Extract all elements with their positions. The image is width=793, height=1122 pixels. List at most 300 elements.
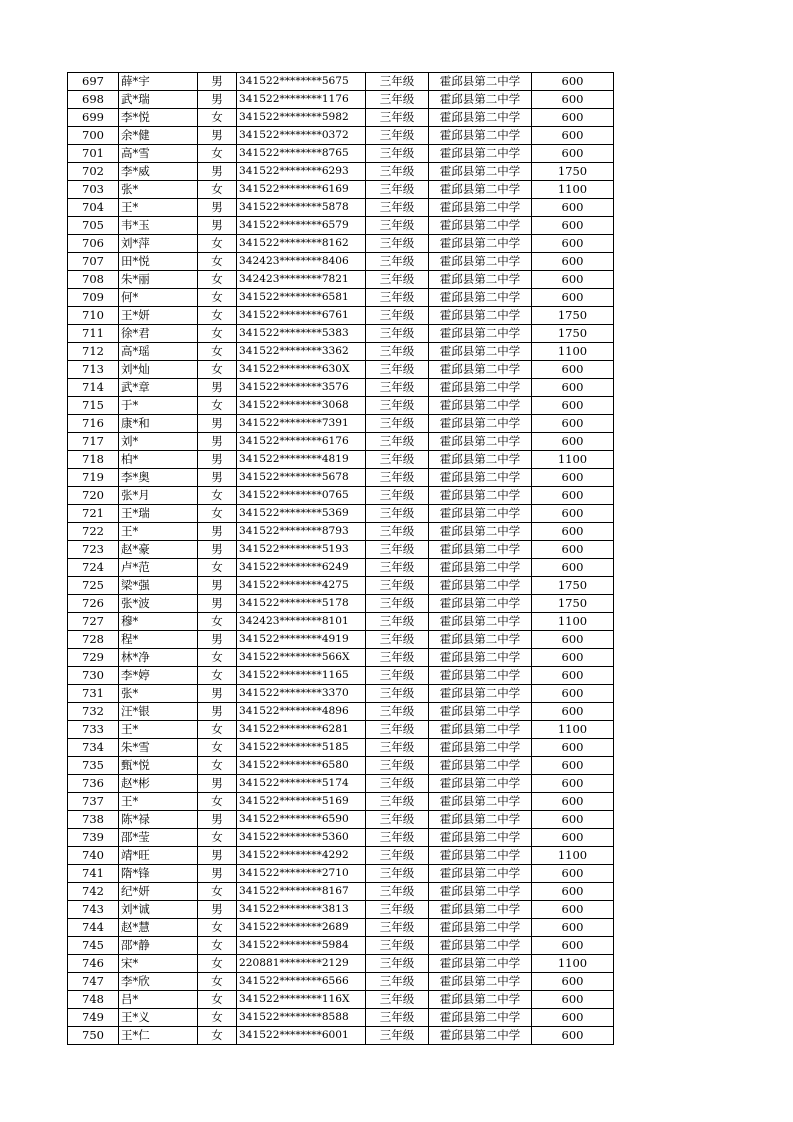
amount-cell: 600 bbox=[532, 811, 614, 829]
table-row bbox=[68, 73, 614, 91]
id-number-cell: 341522********6566 bbox=[237, 973, 366, 991]
grade-cell: 三年级 bbox=[366, 73, 429, 91]
grade-cell: 三年级 bbox=[366, 235, 429, 253]
school-cell: 霍邱县第二中学 bbox=[429, 685, 532, 703]
grade-cell: 三年级 bbox=[366, 829, 429, 847]
gender-cell: 女 bbox=[198, 883, 237, 901]
amount-cell: 1100 bbox=[532, 721, 614, 739]
gender-cell: 男 bbox=[198, 523, 237, 541]
table-row bbox=[68, 487, 614, 505]
grade-cell: 三年级 bbox=[366, 703, 429, 721]
serial-number-cell: 698 bbox=[68, 91, 119, 109]
table-row bbox=[68, 145, 614, 163]
id-number-cell: 341522********4919 bbox=[237, 631, 366, 649]
gender-cell: 女 bbox=[198, 343, 237, 361]
table-row bbox=[68, 811, 614, 829]
id-number-cell: 341522********8162 bbox=[237, 235, 366, 253]
serial-number-cell: 702 bbox=[68, 163, 119, 181]
id-number-cell: 341522********6579 bbox=[237, 217, 366, 235]
gender-cell: 女 bbox=[198, 973, 237, 991]
gender-cell: 女 bbox=[198, 559, 237, 577]
grade-cell: 三年级 bbox=[366, 433, 429, 451]
school-cell: 霍邱县第二中学 bbox=[429, 235, 532, 253]
table-row bbox=[68, 937, 614, 955]
table-row bbox=[68, 307, 614, 325]
table-row bbox=[68, 973, 614, 991]
grade-cell: 三年级 bbox=[366, 217, 429, 235]
table-row bbox=[68, 523, 614, 541]
grade-cell: 三年级 bbox=[366, 469, 429, 487]
serial-number-cell: 729 bbox=[68, 649, 119, 667]
school-cell: 霍邱县第二中学 bbox=[429, 253, 532, 271]
gender-cell: 男 bbox=[198, 163, 237, 181]
amount-cell: 1100 bbox=[532, 181, 614, 199]
serial-number-cell: 741 bbox=[68, 865, 119, 883]
table-row bbox=[68, 649, 614, 667]
amount-cell: 600 bbox=[532, 235, 614, 253]
school-cell: 霍邱县第二中学 bbox=[429, 883, 532, 901]
table-row bbox=[68, 631, 614, 649]
table-row bbox=[68, 433, 614, 451]
gender-cell: 男 bbox=[198, 469, 237, 487]
id-number-cell: 341522********3370 bbox=[237, 685, 366, 703]
school-cell: 霍邱县第二中学 bbox=[429, 775, 532, 793]
id-number-cell: 341522********5383 bbox=[237, 325, 366, 343]
amount-cell: 600 bbox=[532, 901, 614, 919]
school-cell: 霍邱县第二中学 bbox=[429, 451, 532, 469]
table-body bbox=[68, 73, 614, 1045]
school-cell: 霍邱县第二中学 bbox=[429, 217, 532, 235]
school-cell: 霍邱县第二中学 bbox=[429, 793, 532, 811]
table-row bbox=[68, 397, 614, 415]
id-number-cell: 341522********6001 bbox=[237, 1027, 366, 1045]
serial-number-cell: 726 bbox=[68, 595, 119, 613]
grade-cell: 三年级 bbox=[366, 757, 429, 775]
id-number-cell: 341522********630X bbox=[237, 361, 366, 379]
table-row bbox=[68, 595, 614, 613]
id-number-cell: 341522********2710 bbox=[237, 865, 366, 883]
school-cell: 霍邱县第二中学 bbox=[429, 919, 532, 937]
student-name-cell: 赵*豪 bbox=[119, 541, 198, 559]
school-cell: 霍邱县第二中学 bbox=[429, 577, 532, 595]
amount-cell: 600 bbox=[532, 829, 614, 847]
serial-number-cell: 701 bbox=[68, 145, 119, 163]
grade-cell: 三年级 bbox=[366, 343, 429, 361]
gender-cell: 女 bbox=[198, 739, 237, 757]
id-number-cell: 341522********6249 bbox=[237, 559, 366, 577]
serial-number-cell: 700 bbox=[68, 127, 119, 145]
serial-number-cell: 727 bbox=[68, 613, 119, 631]
serial-number-cell: 711 bbox=[68, 325, 119, 343]
school-cell: 霍邱县第二中学 bbox=[429, 343, 532, 361]
gender-cell: 女 bbox=[198, 145, 237, 163]
student-name-cell: 王*仁 bbox=[119, 1027, 198, 1045]
student-name-cell: 林*净 bbox=[119, 649, 198, 667]
grade-cell: 三年级 bbox=[366, 289, 429, 307]
student-name-cell: 刘*萍 bbox=[119, 235, 198, 253]
serial-number-cell: 720 bbox=[68, 487, 119, 505]
student-name-cell: 张* bbox=[119, 181, 198, 199]
amount-cell: 1100 bbox=[532, 847, 614, 865]
grade-cell: 三年级 bbox=[366, 523, 429, 541]
school-cell: 霍邱县第二中学 bbox=[429, 631, 532, 649]
grade-cell: 三年级 bbox=[366, 883, 429, 901]
amount-cell: 600 bbox=[532, 145, 614, 163]
grade-cell: 三年级 bbox=[366, 865, 429, 883]
gender-cell: 男 bbox=[198, 811, 237, 829]
grade-cell: 三年级 bbox=[366, 91, 429, 109]
gender-cell: 女 bbox=[198, 649, 237, 667]
id-number-cell: 341522********8588 bbox=[237, 1009, 366, 1027]
table-row bbox=[68, 613, 614, 631]
amount-cell: 600 bbox=[532, 1027, 614, 1045]
grade-cell: 三年级 bbox=[366, 253, 429, 271]
gender-cell: 女 bbox=[198, 757, 237, 775]
table-row bbox=[68, 721, 614, 739]
grade-cell: 三年级 bbox=[366, 451, 429, 469]
grade-cell: 三年级 bbox=[366, 109, 429, 127]
school-cell: 霍邱县第二中学 bbox=[429, 109, 532, 127]
serial-number-cell: 750 bbox=[68, 1027, 119, 1045]
grade-cell: 三年级 bbox=[366, 1027, 429, 1045]
table-row bbox=[68, 1027, 614, 1045]
serial-number-cell: 742 bbox=[68, 883, 119, 901]
student-name-cell: 王*瑞 bbox=[119, 505, 198, 523]
student-name-cell: 汪*银 bbox=[119, 703, 198, 721]
grade-cell: 三年级 bbox=[366, 955, 429, 973]
table-row bbox=[68, 685, 614, 703]
table-row bbox=[68, 739, 614, 757]
school-cell: 霍邱县第二中学 bbox=[429, 865, 532, 883]
serial-number-cell: 735 bbox=[68, 757, 119, 775]
id-number-cell: 341522********0765 bbox=[237, 487, 366, 505]
student-name-cell: 王*妍 bbox=[119, 307, 198, 325]
grade-cell: 三年级 bbox=[366, 1009, 429, 1027]
serial-number-cell: 715 bbox=[68, 397, 119, 415]
school-cell: 霍邱县第二中学 bbox=[429, 613, 532, 631]
school-cell: 霍邱县第二中学 bbox=[429, 1009, 532, 1027]
amount-cell: 1750 bbox=[532, 577, 614, 595]
id-number-cell: 341522********5185 bbox=[237, 739, 366, 757]
id-number-cell: 341522********5878 bbox=[237, 199, 366, 217]
amount-cell: 1750 bbox=[532, 325, 614, 343]
student-name-cell: 张*波 bbox=[119, 595, 198, 613]
id-number-cell: 341522********8167 bbox=[237, 883, 366, 901]
school-cell: 霍邱县第二中学 bbox=[429, 559, 532, 577]
amount-cell: 600 bbox=[532, 487, 614, 505]
table-row bbox=[68, 289, 614, 307]
serial-number-cell: 746 bbox=[68, 955, 119, 973]
student-name-cell: 李*欣 bbox=[119, 973, 198, 991]
amount-cell: 1750 bbox=[532, 163, 614, 181]
amount-cell: 600 bbox=[532, 883, 614, 901]
grade-cell: 三年级 bbox=[366, 199, 429, 217]
id-number-cell: 341522********8765 bbox=[237, 145, 366, 163]
table-row bbox=[68, 415, 614, 433]
grade-cell: 三年级 bbox=[366, 487, 429, 505]
serial-number-cell: 705 bbox=[68, 217, 119, 235]
grade-cell: 三年级 bbox=[366, 397, 429, 415]
student-name-cell: 高*雪 bbox=[119, 145, 198, 163]
gender-cell: 女 bbox=[198, 397, 237, 415]
table-row bbox=[68, 955, 614, 973]
grade-cell: 三年级 bbox=[366, 577, 429, 595]
gender-cell: 男 bbox=[198, 631, 237, 649]
student-name-cell: 康*和 bbox=[119, 415, 198, 433]
gender-cell: 男 bbox=[198, 451, 237, 469]
id-number-cell: 341522********4896 bbox=[237, 703, 366, 721]
id-number-cell: 342423********8406 bbox=[237, 253, 366, 271]
student-name-cell: 隋*锋 bbox=[119, 865, 198, 883]
amount-cell: 600 bbox=[532, 757, 614, 775]
student-name-cell: 李*奥 bbox=[119, 469, 198, 487]
table-row bbox=[68, 541, 614, 559]
table-row bbox=[68, 847, 614, 865]
amount-cell: 1100 bbox=[532, 451, 614, 469]
serial-number-cell: 708 bbox=[68, 271, 119, 289]
school-cell: 霍邱县第二中学 bbox=[429, 145, 532, 163]
amount-cell: 1750 bbox=[532, 595, 614, 613]
student-name-cell: 邵*静 bbox=[119, 937, 198, 955]
student-name-cell: 王* bbox=[119, 793, 198, 811]
table-row bbox=[68, 379, 614, 397]
id-number-cell: 341522********6581 bbox=[237, 289, 366, 307]
amount-cell: 600 bbox=[532, 415, 614, 433]
table-row bbox=[68, 703, 614, 721]
school-cell: 霍邱县第二中学 bbox=[429, 505, 532, 523]
amount-cell: 600 bbox=[532, 73, 614, 91]
serial-number-cell: 721 bbox=[68, 505, 119, 523]
school-cell: 霍邱县第二中学 bbox=[429, 397, 532, 415]
id-number-cell: 341522********4292 bbox=[237, 847, 366, 865]
id-number-cell: 341522********566X bbox=[237, 649, 366, 667]
gender-cell: 女 bbox=[198, 1027, 237, 1045]
school-cell: 霍邱县第二中学 bbox=[429, 523, 532, 541]
serial-number-cell: 738 bbox=[68, 811, 119, 829]
id-number-cell: 341522********6590 bbox=[237, 811, 366, 829]
student-name-cell: 王*义 bbox=[119, 1009, 198, 1027]
id-number-cell: 341522********6281 bbox=[237, 721, 366, 739]
gender-cell: 女 bbox=[198, 955, 237, 973]
student-name-cell: 韦*玉 bbox=[119, 217, 198, 235]
table-row bbox=[68, 217, 614, 235]
table-row bbox=[68, 343, 614, 361]
grade-cell: 三年级 bbox=[366, 991, 429, 1009]
serial-number-cell: 725 bbox=[68, 577, 119, 595]
student-name-cell: 张*月 bbox=[119, 487, 198, 505]
table-row bbox=[68, 775, 614, 793]
serial-number-cell: 740 bbox=[68, 847, 119, 865]
student-name-cell: 于* bbox=[119, 397, 198, 415]
grade-cell: 三年级 bbox=[366, 361, 429, 379]
student-name-cell: 赵*慧 bbox=[119, 919, 198, 937]
grade-cell: 三年级 bbox=[366, 505, 429, 523]
grade-cell: 三年级 bbox=[366, 937, 429, 955]
gender-cell: 女 bbox=[198, 361, 237, 379]
table-row bbox=[68, 793, 614, 811]
table-row bbox=[68, 91, 614, 109]
id-number-cell: 341522********1165 bbox=[237, 667, 366, 685]
amount-cell: 600 bbox=[532, 199, 614, 217]
table-row bbox=[68, 253, 614, 271]
gender-cell: 女 bbox=[198, 109, 237, 127]
id-number-cell: 220881********2129 bbox=[237, 955, 366, 973]
amount-cell: 600 bbox=[532, 919, 614, 937]
amount-cell: 1100 bbox=[532, 955, 614, 973]
serial-number-cell: 722 bbox=[68, 523, 119, 541]
id-number-cell: 341522********7391 bbox=[237, 415, 366, 433]
id-number-cell: 341522********6580 bbox=[237, 757, 366, 775]
table-row bbox=[68, 883, 614, 901]
serial-number-cell: 717 bbox=[68, 433, 119, 451]
serial-number-cell: 712 bbox=[68, 343, 119, 361]
table-row bbox=[68, 127, 614, 145]
student-name-cell: 高*瑶 bbox=[119, 343, 198, 361]
student-name-cell: 程* bbox=[119, 631, 198, 649]
amount-cell: 600 bbox=[532, 289, 614, 307]
school-cell: 霍邱县第二中学 bbox=[429, 541, 532, 559]
grade-cell: 三年级 bbox=[366, 325, 429, 343]
gender-cell: 女 bbox=[198, 325, 237, 343]
grade-cell: 三年级 bbox=[366, 127, 429, 145]
gender-cell: 男 bbox=[198, 541, 237, 559]
grade-cell: 三年级 bbox=[366, 649, 429, 667]
amount-cell: 600 bbox=[532, 937, 614, 955]
serial-number-cell: 713 bbox=[68, 361, 119, 379]
grade-cell: 三年级 bbox=[366, 613, 429, 631]
student-name-cell: 王* bbox=[119, 523, 198, 541]
student-name-cell: 陈*禄 bbox=[119, 811, 198, 829]
table-row bbox=[68, 109, 614, 127]
grade-cell: 三年级 bbox=[366, 379, 429, 397]
serial-number-cell: 737 bbox=[68, 793, 119, 811]
grade-cell: 三年级 bbox=[366, 181, 429, 199]
grade-cell: 三年级 bbox=[366, 559, 429, 577]
student-name-cell: 何* bbox=[119, 289, 198, 307]
gender-cell: 男 bbox=[198, 847, 237, 865]
gender-cell: 男 bbox=[198, 433, 237, 451]
table-row bbox=[68, 505, 614, 523]
school-cell: 霍邱县第二中学 bbox=[429, 181, 532, 199]
serial-number-cell: 709 bbox=[68, 289, 119, 307]
id-number-cell: 341522********6176 bbox=[237, 433, 366, 451]
serial-number-cell: 739 bbox=[68, 829, 119, 847]
amount-cell: 600 bbox=[532, 991, 614, 1009]
amount-cell: 600 bbox=[532, 775, 614, 793]
gender-cell: 女 bbox=[198, 505, 237, 523]
school-cell: 霍邱县第二中学 bbox=[429, 469, 532, 487]
gender-cell: 男 bbox=[198, 379, 237, 397]
gender-cell: 男 bbox=[198, 775, 237, 793]
amount-cell: 600 bbox=[532, 91, 614, 109]
serial-number-cell: 736 bbox=[68, 775, 119, 793]
grade-cell: 三年级 bbox=[366, 667, 429, 685]
gender-cell: 女 bbox=[198, 253, 237, 271]
gender-cell: 女 bbox=[198, 181, 237, 199]
student-name-cell: 李*威 bbox=[119, 163, 198, 181]
id-number-cell: 341522********5984 bbox=[237, 937, 366, 955]
gender-cell: 女 bbox=[198, 271, 237, 289]
gender-cell: 男 bbox=[198, 595, 237, 613]
gender-cell: 女 bbox=[198, 289, 237, 307]
id-number-cell: 341522********5178 bbox=[237, 595, 366, 613]
id-number-cell: 342423********7821 bbox=[237, 271, 366, 289]
amount-cell: 600 bbox=[532, 703, 614, 721]
id-number-cell: 341522********5982 bbox=[237, 109, 366, 127]
amount-cell: 600 bbox=[532, 739, 614, 757]
school-cell: 霍邱县第二中学 bbox=[429, 433, 532, 451]
id-number-cell: 341522********5174 bbox=[237, 775, 366, 793]
grade-cell: 三年级 bbox=[366, 919, 429, 937]
table-row bbox=[68, 271, 614, 289]
student-name-cell: 刘* bbox=[119, 433, 198, 451]
id-number-cell: 341522********1176 bbox=[237, 91, 366, 109]
school-cell: 霍邱县第二中学 bbox=[429, 379, 532, 397]
id-number-cell: 341522********4819 bbox=[237, 451, 366, 469]
table-row bbox=[68, 1009, 614, 1027]
gender-cell: 男 bbox=[198, 577, 237, 595]
amount-cell: 600 bbox=[532, 649, 614, 667]
amount-cell: 600 bbox=[532, 109, 614, 127]
serial-number-cell: 707 bbox=[68, 253, 119, 271]
student-name-cell: 田*悦 bbox=[119, 253, 198, 271]
serial-number-cell: 733 bbox=[68, 721, 119, 739]
school-cell: 霍邱县第二中学 bbox=[429, 703, 532, 721]
gender-cell: 男 bbox=[198, 127, 237, 145]
table-row bbox=[68, 325, 614, 343]
gender-cell: 男 bbox=[198, 199, 237, 217]
id-number-cell: 341522********2689 bbox=[237, 919, 366, 937]
student-name-cell: 柏* bbox=[119, 451, 198, 469]
school-cell: 霍邱县第二中学 bbox=[429, 739, 532, 757]
id-number-cell: 341522********4275 bbox=[237, 577, 366, 595]
table-row bbox=[68, 361, 614, 379]
serial-number-cell: 731 bbox=[68, 685, 119, 703]
grade-cell: 三年级 bbox=[366, 541, 429, 559]
student-name-cell: 邵*莹 bbox=[119, 829, 198, 847]
id-number-cell: 341522********6761 bbox=[237, 307, 366, 325]
table-row bbox=[68, 757, 614, 775]
school-cell: 霍邱县第二中学 bbox=[429, 415, 532, 433]
serial-number-cell: 749 bbox=[68, 1009, 119, 1027]
student-name-cell: 徐*君 bbox=[119, 325, 198, 343]
school-cell: 霍邱县第二中学 bbox=[429, 973, 532, 991]
gender-cell: 男 bbox=[198, 217, 237, 235]
gender-cell: 女 bbox=[198, 487, 237, 505]
grade-cell: 三年级 bbox=[366, 793, 429, 811]
serial-number-cell: 719 bbox=[68, 469, 119, 487]
school-cell: 霍邱县第二中学 bbox=[429, 1027, 532, 1045]
amount-cell: 600 bbox=[532, 127, 614, 145]
gender-cell: 男 bbox=[198, 703, 237, 721]
id-number-cell: 341522********5675 bbox=[237, 73, 366, 91]
student-name-cell: 李*悦 bbox=[119, 109, 198, 127]
gender-cell: 男 bbox=[198, 685, 237, 703]
grade-cell: 三年级 bbox=[366, 739, 429, 757]
school-cell: 霍邱县第二中学 bbox=[429, 955, 532, 973]
school-cell: 霍邱县第二中学 bbox=[429, 325, 532, 343]
student-subsidy-table bbox=[67, 72, 614, 1045]
gender-cell: 女 bbox=[198, 829, 237, 847]
serial-number-cell: 724 bbox=[68, 559, 119, 577]
grade-cell: 三年级 bbox=[366, 685, 429, 703]
amount-cell: 600 bbox=[532, 253, 614, 271]
student-name-cell: 梁*强 bbox=[119, 577, 198, 595]
grade-cell: 三年级 bbox=[366, 163, 429, 181]
amount-cell: 600 bbox=[532, 217, 614, 235]
student-name-cell: 宋* bbox=[119, 955, 198, 973]
school-cell: 霍邱县第二中学 bbox=[429, 811, 532, 829]
